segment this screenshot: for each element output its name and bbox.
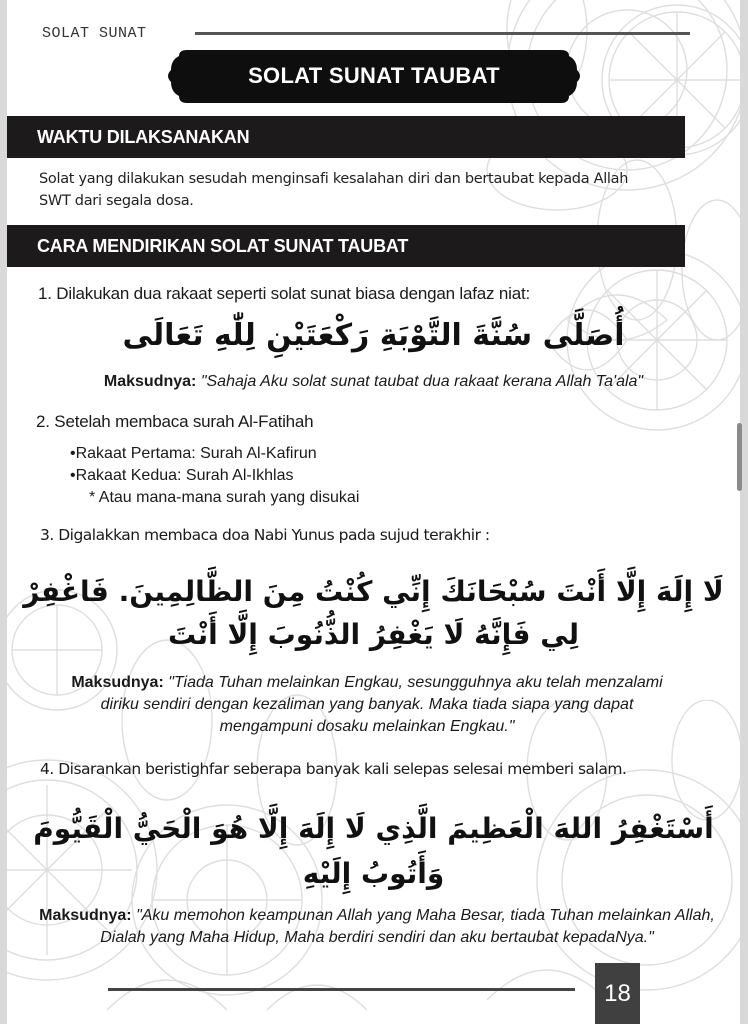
step-3-arabic-line-2: لِي فَإِنَّهُ لَا يَغْفِرُ الذُّنُوبَ إِلَّا أَنْتَ: [167, 618, 580, 651]
step-1-arabic-niat: أُصَلَّى سُنَّةَ التَّوْبَةِ رَكْعَتَيْنِ لِلّٰهِ تَعَالَى: [122, 318, 625, 353]
title-plaque: [165, 46, 583, 106]
section-heading-text: WAKTU DILAKSANAKAN: [37, 126, 250, 147]
step-1-meaning: [27, 371, 720, 393]
running-head: SOLAT SUNAT: [42, 25, 147, 42]
meaning-text: "Tiada Tuhan melainkan Engkau, sesungguhnya aku telah menzalami diriku sendiri dengan kezaliman yang banyak. Maka tiada siapa yang dapat mengampuni dosaku melainkan Engkau.": [100, 674, 663, 735]
meaning-label: Maksudnya:: [71, 674, 169, 691]
document-page: [7, 0, 740, 1024]
step-4-arabic-line-2: وَأَتُوبُ إِلَيْهِ: [302, 857, 445, 890]
section-heading-cara: [7, 225, 685, 267]
scrollbar-track[interactable]: [740, 0, 748, 1024]
waktu-description: Solat yang dilakukan sesudah menginsafi kesalahan diri dan bertaubat kepada Allah SWT dari segala dosa.: [39, 171, 629, 209]
header-rule: [195, 32, 690, 35]
step-2-subitem-rakaat-kedua: •Rakaat Kedua: Surah Al-Ikhlas: [70, 467, 294, 484]
page-title: SOLAT SUNAT TAUBAT: [248, 63, 500, 88]
mandala-decoration-mid-right: [487, 240, 740, 500]
scrollbar-thumb[interactable]: [737, 423, 742, 491]
meaning-text: "Aku memohon keampunan Allah yang Maha Besar, tiada Tuhan melainkan Allah, Dialah yang Maha Hidup, Maha berdiri sendiri dan aku bertaubat kepadaNya.": [100, 907, 715, 946]
step-1-text: 1. Dilakukan dua rakaat seperti solat sunat biasa dengan lafaz niat:: [38, 284, 531, 303]
meaning-label: Maksudnya:: [103, 373, 201, 390]
step-4-text: 4. Disarankan beristighfar seberapa banyak kali selepas selesai memberi salam.: [40, 760, 627, 778]
section-heading-text: CARA MENDIRIKAN SOLAT SUNAT TAUBAT: [37, 235, 409, 256]
step-2-text: 2. Setelah membaca surah Al-Fatihah: [36, 412, 314, 431]
step-4-meaning: [37, 905, 717, 949]
meaning-text: "Sahaja Aku solat sunat taubat dua rakaat kerana Allah Ta'ala": [200, 373, 644, 390]
footer-rule: [108, 988, 575, 991]
step-3-meaning: [67, 672, 667, 738]
step-3-text: 3. Digalakkan membaca doa Nabi Yunus pada sujud terakhir :: [40, 526, 490, 544]
step-2-subitem-rakaat-pertama: •Rakaat Pertama: Surah Al-Kafirun: [70, 445, 317, 462]
step-3-arabic-line-1: لَا إِلَهَ إِلَّا أَنْتَ سُبْحَانَكَ إِنِّي كُنْتُ مِنَ الظَّالِمِينَ. فَاغْفِرْ: [23, 575, 724, 608]
step-2-subitem-note: * Atau mana-mana surah yang disukai: [89, 489, 360, 506]
meaning-label: Maksudnya:: [39, 907, 137, 924]
page-number: 18: [595, 963, 640, 1024]
section-heading-waktu: [7, 116, 685, 158]
step-4-arabic-line-1: أَسْتَغْفِرُ اللهَ الْعَظِيمَ الَّذِي لَا إِلَهَ إِلَّا هُوَ الْحَيُّ الْقَيُّومَ: [33, 812, 714, 845]
